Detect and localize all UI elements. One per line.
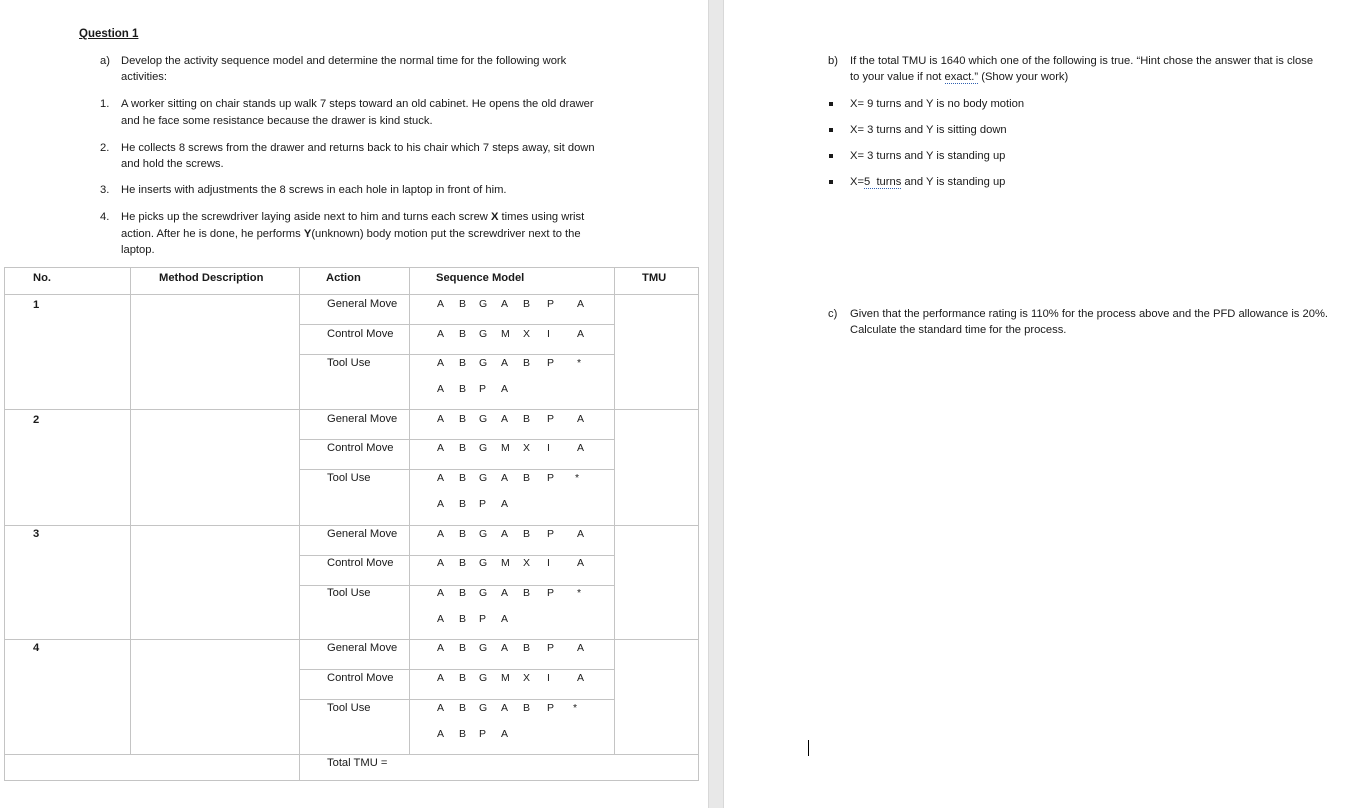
step-4-line3: laptop. [121,244,155,256]
row-number-3: 3 [33,528,40,540]
part-a-line2: activities: [121,71,168,83]
step-1-line1: A worker sitting on chair stands up walk 7 steps toward an old cabinet. He opens the old drawer [121,98,594,110]
step-3-number: 3. [100,184,110,196]
action-control-move: Control Move [327,328,394,340]
option-4: X=5 turns and Y is standing up [850,176,1006,188]
sequence-tool-use: A B G A B P * [437,587,582,599]
sequence-tool-use-cont: A B P A [437,498,509,510]
step-2-line2: and hold the screws. [121,158,224,170]
action-general-move: General Move [327,413,398,425]
action-control-move: Control Move [327,672,394,684]
part-b-line1: If the total TMU is 1640 which one of the following is true. “Hint chose the answer that is close [850,55,1314,67]
row-number-4: 4 [33,642,40,654]
sequence-general-move: A B G A B P A [437,298,585,310]
bullet-icon [829,154,833,158]
header-tmu: TMU [642,272,667,284]
sequence-general-move: A B G A B P A [437,528,585,540]
sequence-tool-use-cont: A B P A [437,613,509,625]
sequence-control-move: A B G M X I A [437,557,585,569]
action-control-move: Control Move [327,442,394,454]
sequence-control-move: A B G M X I A [437,442,585,454]
header-action: Action [326,272,361,284]
part-c-marker: c) [828,308,838,320]
step-1-number: 1. [100,98,110,110]
action-tool-use: Tool Use [327,702,371,714]
part-b-line2: to your value if not exact.” (Show your work) [850,71,1069,83]
row-number-1: 1 [33,299,40,311]
sequence-general-move: A B G A B P A [437,413,585,425]
sequence-control-move: A B G M X I A [437,328,585,340]
header-no: No. [33,272,52,284]
option-3: X= 3 turns and Y is standing up [850,150,1006,162]
question-title: Question 1 [79,28,139,40]
step-2-number: 2. [100,142,110,154]
activity-sequence-table [4,267,698,781]
action-tool-use: Tool Use [327,587,371,599]
action-control-move: Control Move [327,557,394,569]
bullet-icon [829,180,833,184]
step-2-line1: He collects 8 screws from the drawer and returns back to his chair which 7 steps away, sit down [121,142,595,154]
bullet-icon [829,102,833,106]
step-1-line2: and he face some resistance because the drawer is kind stuck. [121,115,433,127]
action-tool-use: Tool Use [327,357,371,369]
row-number-2: 2 [33,414,40,426]
header-method-description: Method Description [159,272,264,284]
part-a-line1: Develop the activity sequence model and determine the normal time for the following work [121,55,567,67]
page-gutter [708,0,724,808]
total-tmu-label: Total TMU = [327,757,388,769]
option-2: X= 3 turns and Y is sitting down [850,124,1007,136]
option-1: X= 9 turns and Y is no body motion [850,98,1025,110]
header-sequence-model: Sequence Model [436,272,525,284]
action-general-move: General Move [327,298,398,310]
step-3-line1: He inserts with adjustments the 8 screws in each hole in laptop in front of him. [121,184,507,196]
bullet-icon [829,128,833,132]
sequence-tool-use: A B G A B P * [437,472,580,484]
part-c-line1: Given that the performance rating is 110% for the process above and the PFD allowance is 20%. [850,308,1329,320]
action-general-move: General Move [327,528,398,540]
sequence-tool-use-cont: A B P A [437,728,509,740]
sequence-tool-use: A B G A B P * [437,357,582,369]
action-general-move: General Move [327,642,398,654]
sequence-control-move: A B G M X I A [437,672,585,684]
step-4-line1: He picks up the screwdriver laying aside next to him and turns each screw X times using wrist [121,211,585,223]
action-tool-use: Tool Use [327,472,371,484]
step-4-line2: action. After he is done, he performs Y(unknown) body motion put the screwdriver next to the [121,228,581,240]
step-4-number: 4. [100,211,110,223]
text-cursor[interactable] [808,740,809,756]
sequence-tool-use: A B G A B P * [437,702,578,714]
part-a-marker: a) [100,55,110,67]
sequence-general-move: A B G A B P A [437,642,585,654]
document-page-right [724,0,1371,808]
part-b-marker: b) [828,55,838,67]
sequence-tool-use-cont: A B P A [437,383,509,395]
part-c-line2: Calculate the standard time for the process. [850,324,1067,336]
